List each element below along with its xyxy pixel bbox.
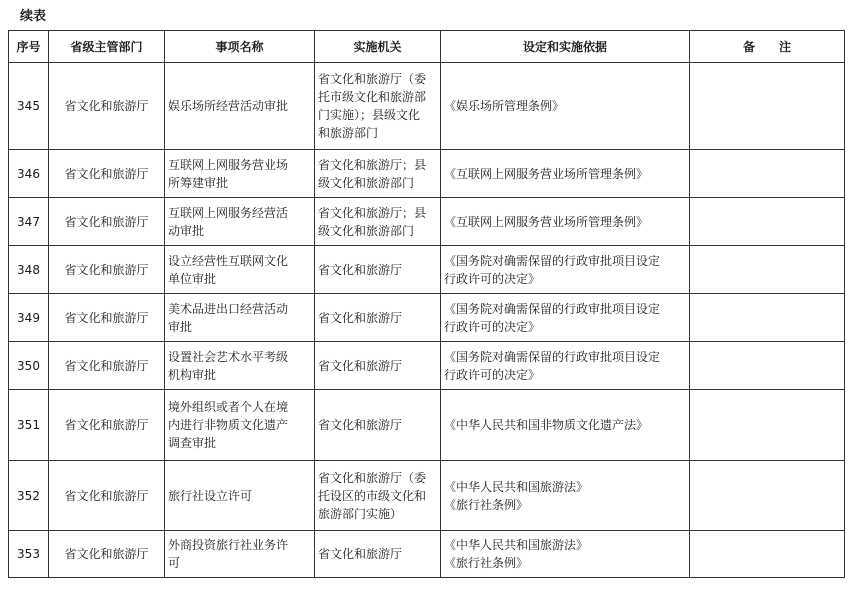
cell-item-line: 可 xyxy=(168,556,181,570)
cell-basis-line: 《中华人民共和国旅游法》 xyxy=(444,479,589,494)
cell-dept: 省文化和旅游厅 xyxy=(49,461,165,531)
cell-agency xyxy=(315,390,441,461)
cell-item-line: 互联网上网服务经营活 xyxy=(168,205,289,220)
cell-agency-line: 省文化和旅游厅 xyxy=(318,358,403,373)
header-remark: 备 注 xyxy=(690,31,845,63)
cell-agency-line: 和旅游部门 xyxy=(318,126,379,140)
cell-remark xyxy=(690,198,845,246)
cell-dept: 省文化和旅游厅 xyxy=(49,150,165,198)
cell-item-line: 动审批 xyxy=(168,223,205,238)
cell-item xyxy=(165,294,315,342)
cell-agency-line: 省文化和旅游厅 xyxy=(318,547,403,561)
cell-agency xyxy=(315,198,441,246)
cell-no: 353 xyxy=(9,531,49,578)
cell-no: 345 xyxy=(9,63,49,150)
cell-dept: 省文化和旅游厅 xyxy=(49,63,165,150)
cell-agency-line: 省文化和旅游厅 xyxy=(318,418,403,432)
cell-item-line: 所筹建审批 xyxy=(168,175,229,190)
cell-agency xyxy=(315,246,441,294)
cell-remark xyxy=(690,150,845,198)
cell-no: 352 xyxy=(9,461,49,531)
table-header-row xyxy=(9,31,845,63)
cell-remark xyxy=(690,63,845,150)
cell-item xyxy=(165,198,315,246)
cell-item xyxy=(165,390,315,461)
table-body xyxy=(9,63,845,578)
cell-basis-line: 《旅行社条例》 xyxy=(444,556,529,570)
cell-basis xyxy=(441,198,690,246)
cell-basis-line: 行政许可的决定》 xyxy=(444,319,541,334)
cell-item xyxy=(165,531,315,578)
cell-agency xyxy=(315,461,441,531)
cell-item xyxy=(165,246,315,294)
cell-basis xyxy=(441,390,690,461)
cell-item-line: 娱乐场所经营活动审批 xyxy=(168,99,289,113)
cell-agency-line: 省文化和旅游厅；县 xyxy=(318,205,427,220)
cell-agency xyxy=(315,342,441,390)
cell-agency-line: 级文化和旅游部门 xyxy=(318,223,415,238)
table-caption: 续表 xyxy=(20,9,47,24)
cell-no: 346 xyxy=(9,150,49,198)
cell-basis xyxy=(441,342,690,390)
cell-basis xyxy=(441,150,690,198)
cell-remark xyxy=(690,390,845,461)
header-agency: 实施机关 xyxy=(315,31,441,63)
cell-no: 349 xyxy=(9,294,49,342)
cell-agency-line: 省文化和旅游厅；县 xyxy=(318,157,427,172)
cell-item xyxy=(165,461,315,531)
cell-item-line: 互联网上网服务营业场 xyxy=(168,157,289,172)
cell-agency-line: 托市级文化和旅游部 xyxy=(318,90,427,104)
cell-remark xyxy=(690,246,845,294)
cell-dept: 省文化和旅游厅 xyxy=(49,342,165,390)
cell-agency xyxy=(315,150,441,198)
cell-no: 350 xyxy=(9,342,49,390)
cell-agency-line: 级文化和旅游部门 xyxy=(318,175,415,190)
cell-basis xyxy=(441,246,690,294)
cell-dept: 省文化和旅游厅 xyxy=(49,531,165,578)
cell-basis xyxy=(441,461,690,531)
cell-item-line: 内进行非物质文化遗产 xyxy=(168,418,289,432)
cell-dept: 省文化和旅游厅 xyxy=(49,390,165,461)
cell-basis-line: 行政许可的决定》 xyxy=(444,271,541,286)
cell-dept: 省文化和旅游厅 xyxy=(49,198,165,246)
table-row xyxy=(9,150,845,198)
cell-basis-line: 《互联网上网服务营业场所管理条例》 xyxy=(444,214,649,229)
header-no: 序号 xyxy=(9,31,49,63)
cell-basis-line: 《中华人民共和国旅游法》 xyxy=(444,538,589,552)
table-row xyxy=(9,198,845,246)
table-row xyxy=(9,63,845,150)
cell-agency-line: 省文化和旅游厅 xyxy=(318,262,403,277)
cell-remark xyxy=(690,294,845,342)
cell-basis-line: 《互联网上网服务营业场所管理条例》 xyxy=(444,166,649,181)
cell-item-line: 调查审批 xyxy=(168,436,217,450)
header-dept: 省级主管部门 xyxy=(49,31,165,63)
cell-agency xyxy=(315,294,441,342)
cell-agency-line: 门实施）；县级文化 xyxy=(318,108,421,122)
cell-item-line: 美术品进出口经营活动 xyxy=(168,301,289,316)
cell-agency-line: 托设区的市级文化和 xyxy=(318,488,427,503)
cell-item-line: 旅行社设立许可 xyxy=(168,488,253,503)
cell-item-line: 设置社会艺术水平考级 xyxy=(168,349,289,364)
cell-item-line: 设立经营性互联网文化 xyxy=(168,253,289,268)
cell-agency xyxy=(315,531,441,578)
table-row xyxy=(9,294,845,342)
cell-item xyxy=(165,342,315,390)
cell-no: 348 xyxy=(9,246,49,294)
approval-items-table xyxy=(8,30,845,578)
cell-agency-line: 省文化和旅游厅（委 xyxy=(318,470,427,485)
cell-dept: 省文化和旅游厅 xyxy=(49,246,165,294)
cell-item-line: 外商投资旅行社业务许 xyxy=(168,538,289,552)
table-row xyxy=(9,342,845,390)
cell-item-line: 境外组织或者个人在境 xyxy=(168,400,289,414)
cell-basis-line: 《国务院对确需保留的行政审批项目设定 xyxy=(444,349,661,364)
cell-basis-line: 《娱乐场所管理条例》 xyxy=(444,99,565,113)
cell-remark xyxy=(690,531,845,578)
cell-agency-line: 省文化和旅游厅（委 xyxy=(318,72,427,86)
cell-basis xyxy=(441,294,690,342)
cell-item-line: 单位审批 xyxy=(168,271,217,286)
cell-item-line: 机构审批 xyxy=(168,367,217,382)
cell-basis xyxy=(441,63,690,150)
cell-remark xyxy=(690,461,845,531)
cell-dept: 省文化和旅游厅 xyxy=(49,294,165,342)
cell-basis xyxy=(441,531,690,578)
cell-agency xyxy=(315,63,441,150)
cell-agency-line: 旅游部门实施） xyxy=(318,506,403,521)
cell-basis-line: 《国务院对确需保留的行政审批项目设定 xyxy=(444,253,661,268)
table-row xyxy=(9,246,845,294)
cell-remark xyxy=(690,342,845,390)
header-basis: 设定和实施依据 xyxy=(441,31,690,63)
cell-basis-line: 《国务院对确需保留的行政审批项目设定 xyxy=(444,301,661,316)
cell-item xyxy=(165,150,315,198)
cell-no: 351 xyxy=(9,390,49,461)
cell-item-line: 审批 xyxy=(168,319,193,334)
cell-item xyxy=(165,63,315,150)
cell-basis-line: 《中华人民共和国非物质文化遗产法》 xyxy=(444,418,649,432)
table-row xyxy=(9,461,845,531)
header-item: 事项名称 xyxy=(165,31,315,63)
table-row xyxy=(9,390,845,461)
cell-agency-line: 省文化和旅游厅 xyxy=(318,310,403,325)
cell-basis-line: 《旅行社条例》 xyxy=(444,497,529,512)
cell-basis-line: 行政许可的决定》 xyxy=(444,367,541,382)
cell-no: 347 xyxy=(9,198,49,246)
table-row xyxy=(9,531,845,578)
